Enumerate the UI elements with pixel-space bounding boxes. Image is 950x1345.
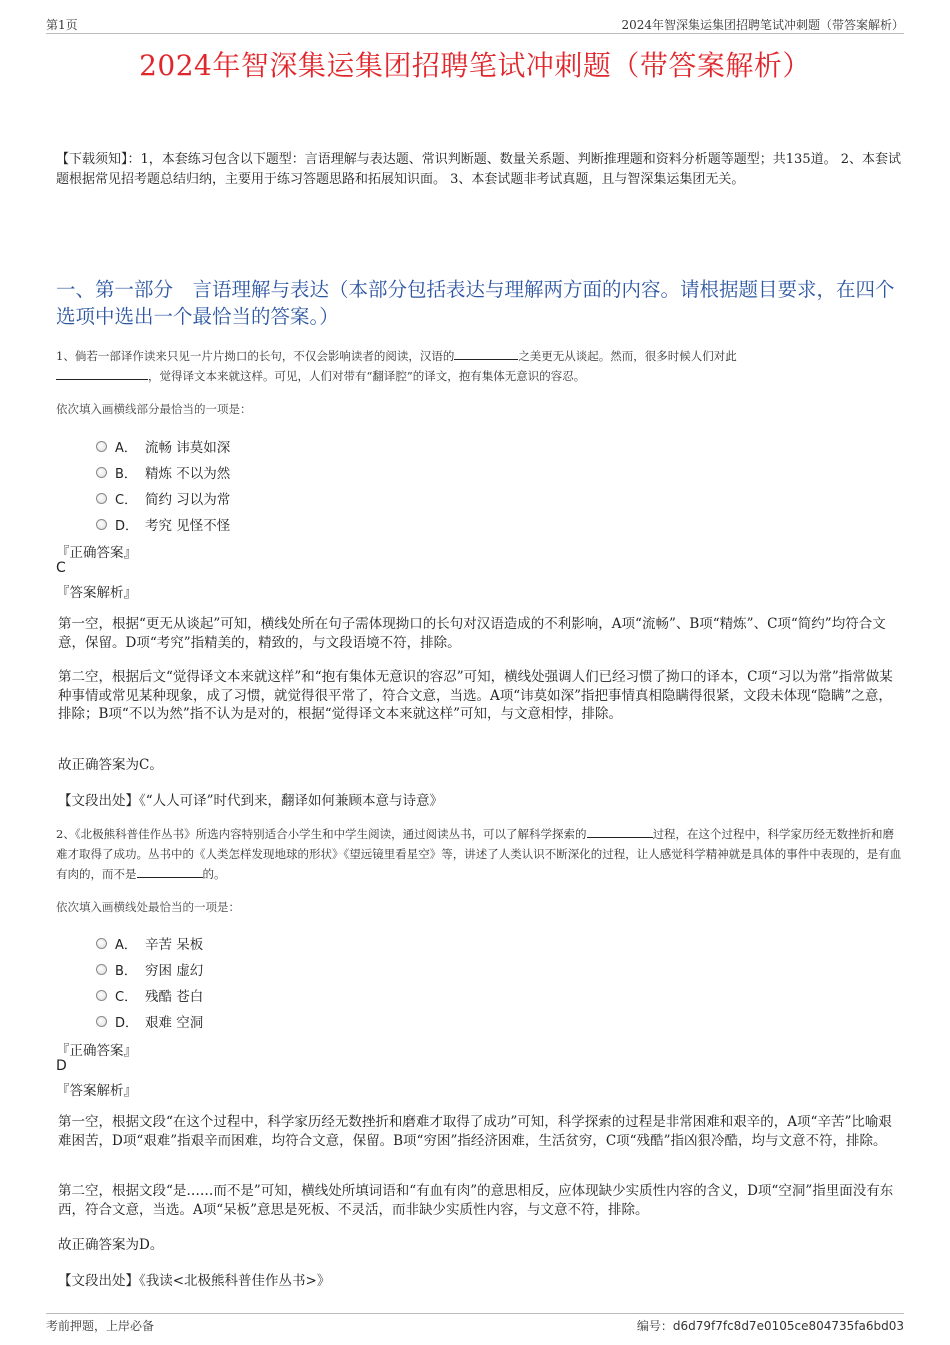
option-c[interactable]: C． 残酷 苍白 [96, 982, 203, 1008]
option-b[interactable]: B． 穷困 虚幻 [96, 956, 203, 982]
answer-label: 『正确答案』 [56, 545, 137, 561]
radio-icon[interactable] [96, 467, 107, 478]
question-1-text [56, 346, 902, 386]
section-heading: 一、第一部分 言语理解与表达（本部分包括表达与理解两方面的内容。请根据题目要求，在四个选项中选出一个最恰当的答案。） [56, 278, 895, 328]
radio-icon[interactable] [96, 1016, 107, 1027]
radio-icon[interactable] [96, 938, 107, 949]
fill-blank [454, 347, 518, 360]
question-2-text-a: 2、《北极熊科普佳作丛书》所选内容特别适合小学生和中学生阅读，通过阅读丛书，可以了解科学探索的 [56, 827, 587, 841]
option-a[interactable]: A． 辛苦 呆板 [96, 930, 203, 956]
question-1-prompt: 依次填入画横线部分最恰当的一项是： [56, 402, 252, 416]
answer-label: 『正确答案』 [56, 1043, 137, 1059]
question-1-options [96, 433, 230, 537]
footer-slogan: 考前押题，上岸必备 [46, 1319, 155, 1333]
analysis-paragraph: 第一空，根据“更无从谈起”可知，横线处所在句子需体现拗口的长句对汉语造成的不利影响，A项“流畅”、B项“精炼”、C项“简约”均符合文意，保留。D项“考究”指精美的，精致的，与文段语境不符，排除。 [58, 616, 886, 651]
question-1-text-b: 之美更无从谈起。然而，很多时候人们对此 [518, 349, 737, 363]
passage-source: 【文段出处】《我读<北极熊科普佳作丛书>》 [58, 1273, 331, 1289]
passage-source: 【文段出处】《“人人可译”时代到来，翻译如何兼顾本意与诗意》 [58, 793, 444, 809]
option-a[interactable]: A． 流畅 讳莫如深 [96, 433, 230, 459]
fill-blank [137, 865, 203, 878]
page-footer [46, 1313, 904, 1335]
radio-icon[interactable] [96, 493, 107, 504]
option-d[interactable]: D． 考究 见怪不怪 [96, 511, 230, 537]
page-number: 第1页 [46, 18, 78, 32]
option-c[interactable]: C． 简约 习以为常 [96, 485, 230, 511]
analysis-paragraph: 第一空，根据文段“在这个过程中，科学家历经无数挫折和磨难才取得了成功”可知，科学探索的过程是非常困难和艰辛的，A项“辛苦”比喻艰难困苦，D项“艰难”指艰辛而困难，均符合文意，保留。B项“穷困”指经济困难，生活贫穷，C项“残酷”指凶狠冷酷，均与文意不符，排除。 [58, 1114, 892, 1149]
analysis-paragraph: 第二空，根据文段“是……而不是”可知，横线处所填词语和“有血有肉”的意思相反，应体现缺少实质性内容的含义，D项“空洞”指里面没有东西，符合文意，当选。A项“呆板”意思是死板、不灵活，而非缺少实质性内容，与文意不符，排除。 [58, 1183, 894, 1218]
option-d[interactable]: D． 艰难 空洞 [96, 1008, 203, 1034]
page-title: 2024年智深集运集团招聘笔试冲刺题（带答案解析） [139, 49, 811, 82]
analysis-paragraph: 第二空，根据后文“觉得译文本来就这样”和“抱有集体无意识的容忍”可知，横线处强调人们已经习惯了拗口的译本，C项“习以为常”指常做某种事情或常见某种现象，成了习惯，就觉得很平常了，符合文意，当选。A项“讳莫如深”指把事情真相隐瞒得很紧，文段未体现“隐瞒”之意，排除；B项“不以为然”指不认为是对的，根据“觉得译文本来就这样”可知，与文意相悖，排除。 [58, 669, 893, 722]
page-header [46, 14, 904, 34]
option-b[interactable]: B． 精炼 不以为然 [96, 459, 230, 485]
fill-blank [587, 825, 653, 838]
question-2-options [96, 930, 203, 1034]
answer-value: C [56, 560, 66, 576]
question-2-text-b: 过程，在这个过程中，科学家历经无数挫折和磨难才取得了成功。丛书中的《人类怎样发现地球的形状》《望远镜里看星空》等，讲述了人类认识不断深化的过程，让人感觉科学精神就是具体的事件中表现的，是有血有肉的，而不是 [56, 827, 902, 881]
question-1-text-c: ，觉得译文本来就这样。可见，人们对带有“翻译腔”的译文，抱有集体无意识的容忍。 [148, 369, 586, 383]
answer-value: D [56, 1058, 67, 1074]
analysis-conclusion: 故正确答案为C。 [58, 757, 163, 773]
footer-code: 编号：d6d79f7fc8d7e0105ce804735fa6bd03 [636, 1319, 904, 1333]
question-2-text-c: 的。 [202, 867, 226, 881]
radio-icon[interactable] [96, 519, 107, 530]
analysis-label: 『答案解析』 [56, 585, 137, 601]
fill-blank [56, 367, 148, 380]
analysis-label: 『答案解析』 [56, 1083, 137, 1099]
question-2-text [56, 824, 902, 884]
analysis-conclusion: 故正确答案为D。 [58, 1237, 164, 1253]
radio-icon[interactable] [96, 441, 107, 452]
question-1-text-a: 1、倘若一部译作读来只见一片片拗口的长句，不仅会影响读者的阅读，汉语的 [56, 349, 455, 363]
radio-icon[interactable] [96, 990, 107, 1001]
download-notice: 【下载须知】：1，本套练习包含以下题型：言语理解与表达题、常识判断题、数量关系题、判断推理题和资料分析题等题型；共135道。 2、本套试题根据常见招考题总结归纳，主要用于练习答题思路和拓展知识面。 3、本套试题非考试真题，且与智深集运集团无关。 [56, 152, 901, 187]
radio-icon[interactable] [96, 964, 107, 975]
header-doc-title: 2024年智深集运集团招聘笔试冲刺题（带答案解析） [621, 18, 904, 32]
question-2-prompt: 依次填入画横线处最恰当的一项是： [56, 900, 240, 914]
